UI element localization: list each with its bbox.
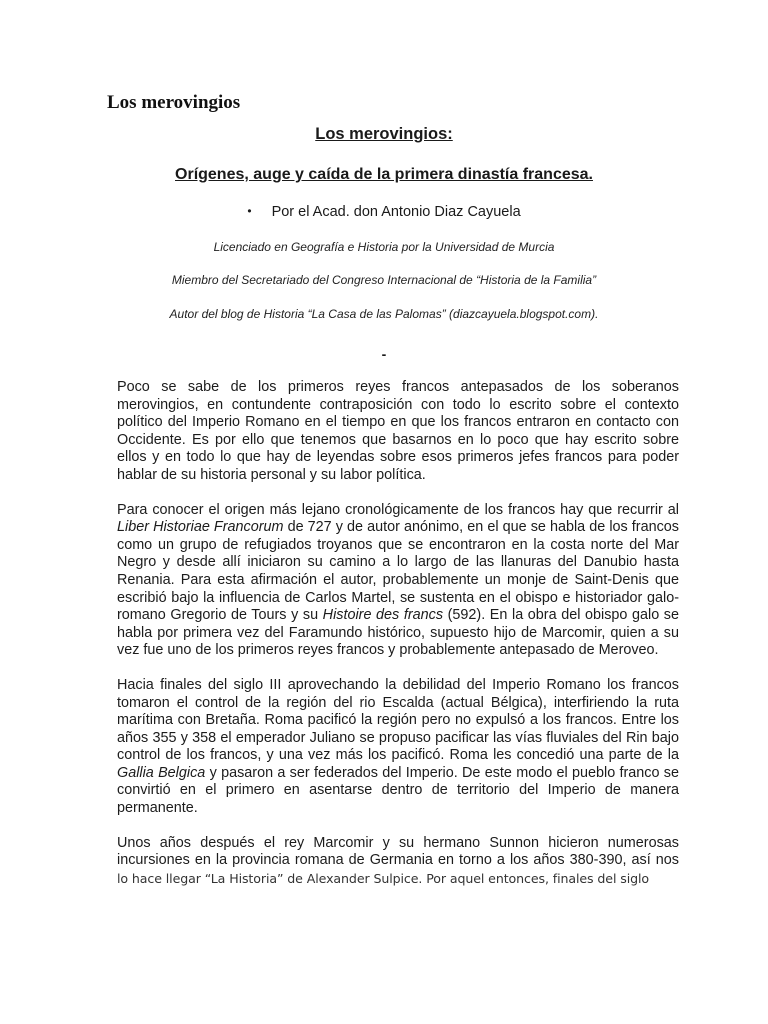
paragraph-2 <box>117 502 679 660</box>
paragraph-4 <box>117 835 679 889</box>
document-title: Los merovingios <box>107 92 241 113</box>
paragraph-4-tail: lo hace llegar “La Historia” de Alexander Sulpice. Por aquel entonces, finales del siglo <box>117 870 650 886</box>
article-heading: Los merovingios: <box>315 125 453 143</box>
credential-membership: Miembro del Secretariado del Congreso Internacional de “Historia de la Familia” <box>171 273 597 287</box>
paragraph-2-text: Para conocer el origen más lejano cronológicamente de los francos hay que recurrir al <box>117 501 679 518</box>
article-body <box>117 379 679 888</box>
paragraph-3 <box>117 677 679 818</box>
paragraph-1: Poco se sabe de los primeros reyes francos antepasados de los soberanos merovingios, en contundente contraposición con todo lo escrito sobre el contexto político del Imperio Romano en el tiempo en que los francos entraron en contacto con Occidente. Es por ello que tenemos que basarnos en lo poco que hay escrito sobre ellos y en todo lo que hay de leyendas sobre esos primeros jefes francos para poder hablar de su historia personal y su labor política. <box>117 379 679 483</box>
separator: - <box>381 346 387 362</box>
paragraph-3-text: Hacia finales del siglo III aprovechando la debilidad del Imperio Romano los francos tomaron el control de la región del rio Escalda (actual Bélgica), interfiriendo la ruta marítima con Bretaña. Roma pacificó la región pero no expulsó a los francos. Entre los años 355 y 358 el emperador Juliano se propuso pacificar las vías fluviales del Rin bajo control de los francos, y una vez más los pacificó. Roma les concedió una parte de la <box>117 676 679 764</box>
work-title-histoire: Histoire des francs <box>322 607 444 624</box>
bullet-icon: • <box>247 204 252 218</box>
article-subheading: Orígenes, auge y caída de la primera dinastía francesa. <box>175 166 593 183</box>
paragraph-3-text: y pasaron a ser federados del Imperio. De este modo el pueblo franco se convirtió en el primero en asentarse dentro de territorio del Imperio de manera permanente. <box>117 764 679 817</box>
place-gallia-belgica: Gallia Belgica <box>117 764 206 781</box>
author-line <box>0 204 768 220</box>
paragraph-2-text: (592). En la obra del obispo galo se habla por primera vez del Faramundo histórico, supuesto hijo de Marcomir, quien a su vez fue uno de los primeros reyes francos y probablemente antepasado de Meroveo. <box>117 607 679 659</box>
credential-degree: Licenciado en Geografía e Historia por la Universidad de Murcia <box>213 240 555 254</box>
paragraph-4-text: Unos años después el rey Marcomir y su hermano Sunnon hicieron numerosas incursiones en la provincia romana de Germania en torno a los años 380-390, así nos <box>117 834 679 869</box>
author-name: Por el Acad. don Antonio Diaz Cayuela <box>271 204 521 220</box>
credential-blog: Autor del blog de Historia “La Casa de las Palomas” (diazcayuela.blogspot.com). <box>169 307 599 321</box>
paragraph-2-text: de 727 y de autor anónimo, en el que se habla de los francos como un grupo de refugiados troyanos que se encontraron en la costa norte del Mar Negro y desde allí iniciaron su camino a lo largo de las llanuras del Danubio hasta Renania. Para esta afirmación el autor, probablemente un monje de Saint-Denis que escribió bajo la influencia de Carlos Martel, se sustenta en el obispo e historiador galo-romano Gregorio de Tours y su <box>117 519 679 624</box>
work-title-liber: Liber Historiae Francorum <box>117 519 284 536</box>
